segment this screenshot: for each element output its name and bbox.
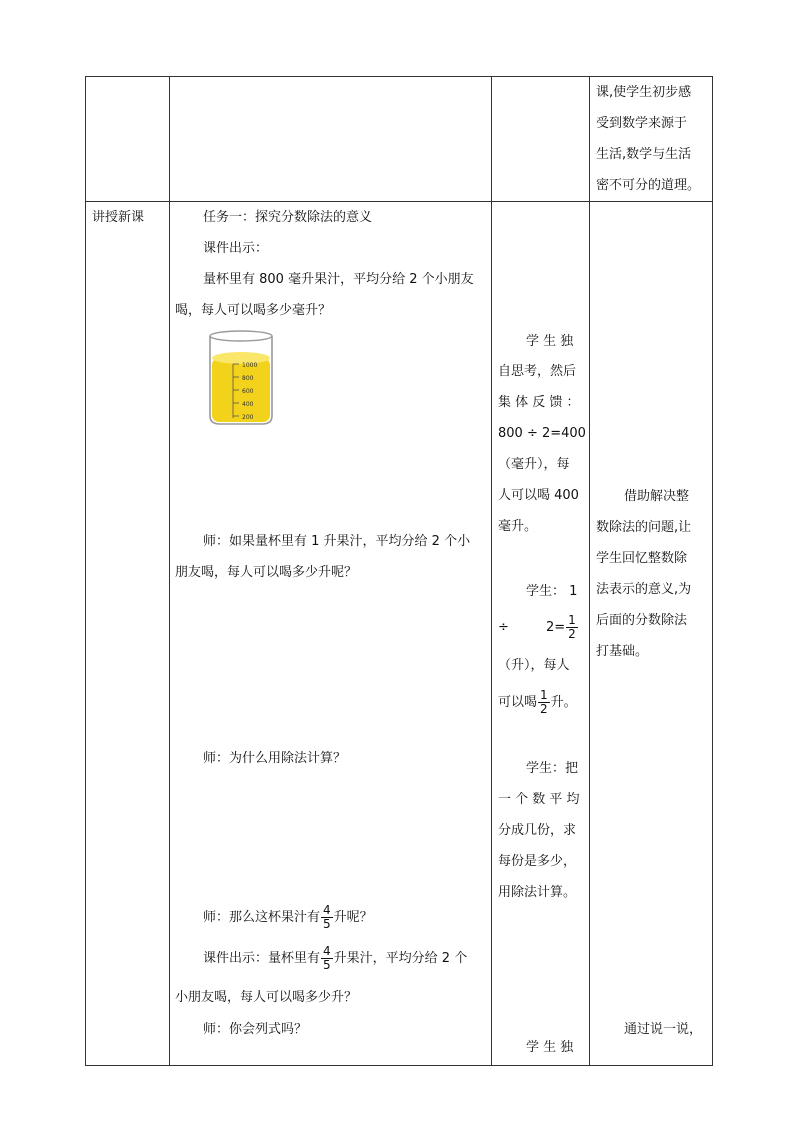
scale-label: 200 [242,414,254,421]
teacher-question: 师：那么这杯果汁有 $\frac{4}{5}$ 升呢？ [203,903,373,931]
design-intent-cell [590,202,713,1066]
task-title: 任务一：探究分数除法的意义 [203,210,373,225]
teacher-activity-cell [170,77,492,202]
student-text-line: ÷ [498,620,509,635]
student-text-line: 学 生 独 [526,334,574,349]
teacher-question: 师：为什么用除法计算？ [203,751,347,766]
scale-label: 400 [242,401,254,408]
student-text-line: 学生：把 [526,761,579,776]
design-text-line: 打基础。 [596,644,649,659]
student-text-line: 2= $\frac{1}{2}$ [546,613,576,641]
beaker-image [206,330,278,428]
design-text-line: 学生回忆整数除 [596,551,688,566]
student-text-line: 分成几份，求 [498,823,577,838]
design-text-line: 生活,数学与生活 [596,147,692,162]
fraction: $\frac{1}{2}$ [568,613,576,641]
student-text-line: 用除法计算。 [498,885,577,900]
stage-label: 讲授新课 [92,210,145,225]
table-row [86,202,713,1066]
design-text-line: 密不可分的道理。 [596,178,701,193]
student-text-line: 学生： 1 [526,584,578,599]
courseware-label: 课件出示： [203,241,269,256]
problem-text: 喝，每人可以喝多少毫升？ [175,303,332,318]
courseware-problem: 小朋友喝，每人可以喝多少升？ [175,990,358,1005]
teacher-question: 师：如果量杯里有 1 升果汁，平均分给 2 个小 [203,534,471,549]
juice-fill [212,358,270,422]
problem-text: 量杯里有 800 毫升果汁，平均分给 2 个小朋友 [203,272,474,287]
scale-label: 600 [242,388,254,395]
design-text-line: 法表示的意义,为 [596,582,692,597]
courseware-problem: 课件出示：量杯里有 $\frac{4}{5}$ 升果汁，平均分给 2 个 [203,944,468,972]
fraction: $\frac{4}{5}$ [323,903,331,931]
student-text-line: 学 生 独 [526,1040,574,1055]
fraction: $\frac{4}{5}$ [323,944,331,972]
design-text-line: 受到数学来源于 [596,116,688,131]
student-text-line: 毫升。 [498,519,538,534]
lesson-plan-table [85,76,713,1066]
student-activity-cell [492,202,590,1066]
scale-label: 800 [242,375,254,382]
design-text-line: 借助解决整 [624,489,690,504]
student-text-line: 可以喝 $\frac{1}{2}$ 升。 [498,688,577,716]
table-row [86,77,713,202]
design-text-line: 通过说一说， [624,1022,703,1037]
design-text-line: 课,使学生初步感 [596,85,692,100]
student-text-line: 800 ÷ 2=400 [498,426,586,441]
student-text-line: 人可以喝 400 [498,488,579,503]
student-text-line: 一 个 数 平 均 [498,792,580,807]
design-intent-cell [590,77,713,202]
student-text-line: （升），每人 [498,658,570,673]
stage-cell [86,202,170,1066]
student-text-line: 每份是多少， [498,854,577,869]
scale-label: 1000 [242,362,258,369]
juice-surface [212,352,270,364]
student-activity-cell [492,77,590,202]
student-text-line: 集 体 反 馈 ： [498,395,580,410]
fraction: $\frac{1}{2}$ [540,688,548,716]
teacher-question: 朋友喝，每人可以喝多少升呢？ [175,565,358,580]
student-text-line: 自思考，然后 [498,364,577,379]
teacher-question: 师：你会列式吗？ [203,1022,308,1037]
design-text-line: 后面的分数除法 [596,613,688,628]
stage-cell [86,77,170,202]
design-text-line: 数除法的问题,让 [596,520,692,535]
teacher-activity-cell [170,202,492,1066]
student-text-line: （毫升），每 [498,457,570,472]
